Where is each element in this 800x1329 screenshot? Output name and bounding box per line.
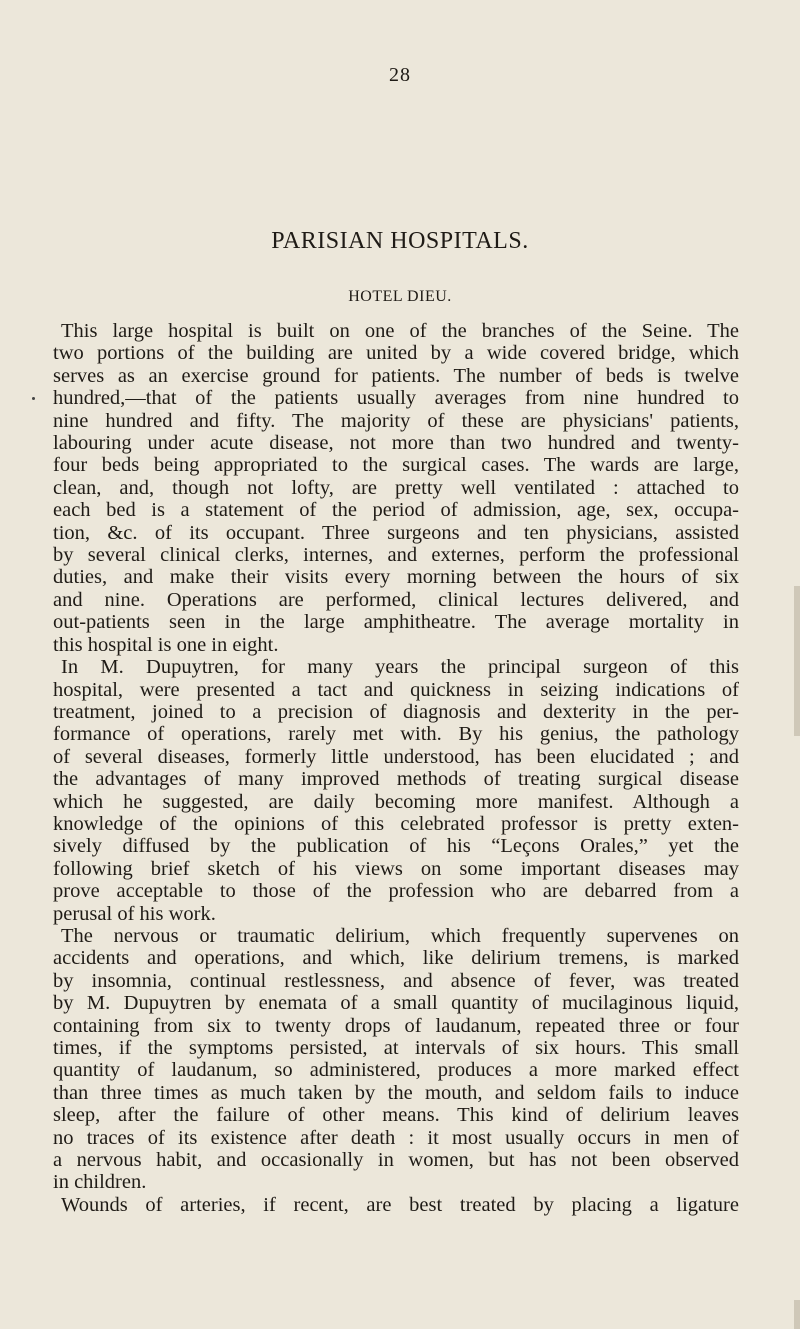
- text-line: out-patients seen in the large amphitheatre. The average mortality in: [53, 611, 739, 634]
- section-subtitle: HOTEL DIEU.: [348, 288, 452, 305]
- text-line: each bed is a statement of the period of admission, age, sex, occupa-: [53, 499, 739, 522]
- text-line: This large hospital is built on one of the branches of the Seine. The: [61, 320, 739, 342]
- text-line: duties, and make their visits every morning between the hours of six: [53, 566, 739, 589]
- text-line: than three times as much taken by the mouth, and seldom fails to induce: [53, 1081, 739, 1104]
- page-edge-shadow: [794, 1300, 800, 1329]
- margin-mark: [32, 397, 35, 400]
- text-line: quantity of laudanum, so administered, produces a more marked effect: [53, 1059, 739, 1082]
- text-line: perusal of his work.: [53, 902, 216, 925]
- text-line: four beds being appropriated to the surgical cases. The wards are large,: [53, 454, 739, 477]
- text-line: containing from six to twenty drops of laudanum, repeated three or four: [53, 1014, 739, 1037]
- text-line: a nervous habit, and occasionally in women, but has not been observed: [53, 1149, 739, 1172]
- text-line: nine hundred and fifty. The majority of these are physicians' patients,: [53, 409, 739, 432]
- text-line: labouring under acute disease, not more than two hundred and twenty-: [53, 432, 739, 455]
- text-line: clean, and, though not lofty, are pretty well ventilated : attached to: [53, 476, 739, 499]
- text-line: In M. Dupuytren, for many years the principal surgeon of this: [61, 656, 739, 679]
- text-line: times, if the symptoms persisted, at intervals of six hours. This small: [53, 1037, 739, 1059]
- text-line: formance of operations, rarely met with. By his genius, the pathology: [53, 723, 739, 746]
- text-line: The nervous or traumatic delirium, which frequently supervenes on: [61, 924, 739, 947]
- text-line: which he suggested, are daily becoming more manifest. Although a: [53, 790, 739, 813]
- body-text: [53, 320, 739, 1216]
- text-line: tion, &c. of its occupant. Three surgeons and ten physicians, assisted: [53, 521, 739, 544]
- text-line: Wounds of arteries, if recent, are best treated by placing a ligature: [61, 1193, 739, 1216]
- text-line: the advantages of many improved methods of treating surgical disease: [53, 768, 739, 791]
- text-line: hundred,—that of the patients usually averages from nine hundred to: [53, 387, 739, 410]
- chapter-title: PARISIAN HOSPITALS.: [271, 228, 529, 254]
- text-line: hospital, were presented a tact and quickness in seizing indications of: [53, 678, 739, 701]
- text-line: by insomnia, continual restlessness, and absence of fever, was treated: [53, 969, 739, 992]
- text-line: this hospital is one in eight.: [53, 633, 279, 656]
- page-edge-shadow: [794, 586, 800, 736]
- text-line: by M. Dupuytren by enemata of a small quantity of mucilaginous liquid,: [53, 992, 739, 1015]
- text-line: two portions of the building are united by a wide covered bridge, which: [53, 342, 739, 365]
- text-line: treatment, joined to a precision of diagnosis and dexterity in the per-: [53, 700, 739, 723]
- text-line: knowledge of the opinions of this celebrated professor is pretty exten-: [53, 812, 739, 835]
- text-line: sleep, after the failure of other means. This kind of delirium leaves: [53, 1104, 739, 1127]
- text-line: in children.: [53, 1171, 147, 1194]
- text-line: accidents and operations, and which, like delirium tremens, is marked: [53, 947, 739, 970]
- text-line: no traces of its existence after death : it most usually occurs in men of: [53, 1126, 739, 1149]
- text-line: sively diffused by the publication of his “Leçons Orales,” yet the: [53, 835, 739, 858]
- text-line: serves as an exercise ground for patients. The number of beds is twelve: [53, 364, 739, 387]
- text-line: of several diseases, formerly little understood, has been elucidated ; and: [53, 745, 739, 768]
- text-line: following brief sketch of his views on some important diseases may: [53, 857, 739, 880]
- text-line: by several clinical clerks, internes, and externes, perform the professional: [53, 544, 739, 567]
- text-line: prove acceptable to those of the profession who are debarred from a: [53, 880, 739, 903]
- text-line: and nine. Operations are performed, clinical lectures delivered, and: [53, 588, 739, 611]
- page-number: 28: [389, 64, 411, 86]
